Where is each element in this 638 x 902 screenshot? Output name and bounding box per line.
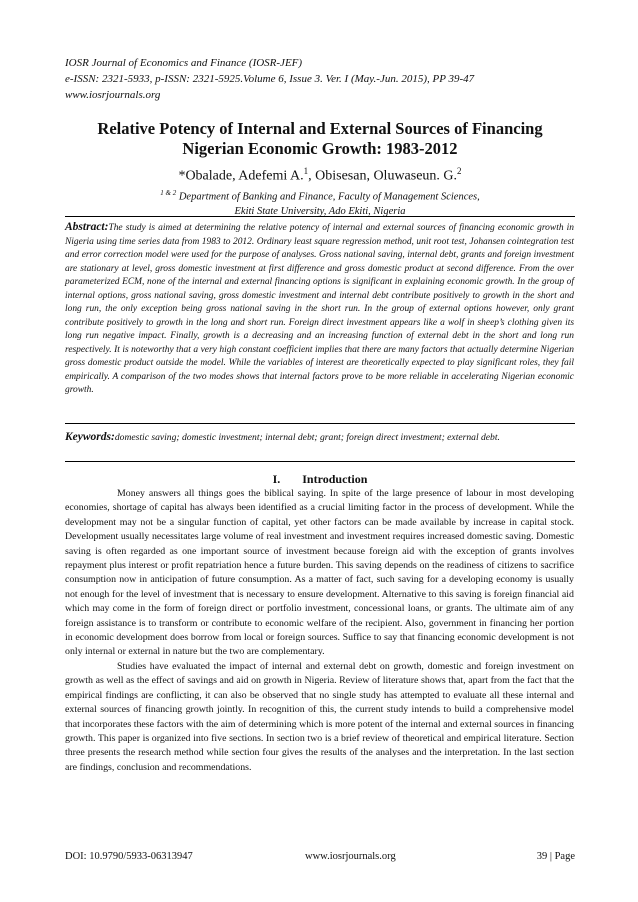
- paper-title: [60, 119, 580, 159]
- abstract-label: Abstract:: [65, 221, 109, 233]
- author-1-sup: 1: [303, 166, 309, 176]
- paragraph-2: Studies have evaluated the impact of internal and external debt on growth, domestic and foreign investment on growth as well as the effect of savings and aid on growth in Nigeria. Review of literature shows that, apart from the fact that the empirical findings are conflicting, it can also be observed that no single study has attempted to evaluate all these internal and external sources of financing growth jointly. In recognition of this, the current study intends to build a comprehensive model that incorporates these factors with the aim of determining which is more potent of the internal and external sources in financing growth. This paper is organized into five sections. In section two is a brief review of theoretical and empirical literature. Section three presents the research method while section four gives the results of the analyses and the interpretation. In the last section are findings, conclusion and recommendations.: [65, 660, 574, 773]
- title-line-1: Relative Potency of Internal and External Sources of Financing: [97, 119, 543, 138]
- divider-top: [65, 216, 575, 217]
- authors: [60, 162, 580, 186]
- divider-middle: [65, 423, 575, 424]
- page-footer: [65, 849, 575, 865]
- author-2-sup: 2: [457, 166, 462, 176]
- body-text: [65, 487, 574, 775]
- section-heading: [60, 471, 580, 487]
- divider-bottom: [65, 461, 575, 462]
- author-1: *Obalade, Adefemi A.: [178, 168, 304, 184]
- affiliation: [60, 186, 580, 219]
- journal-website[interactable]: www.iosrjournals.org: [65, 89, 161, 101]
- affiliation-line-2: Ekiti State University, Ado Ekiti, Nigeria: [234, 205, 406, 217]
- title-line-2: Nigerian Economic Growth: 1983-2012: [182, 139, 458, 158]
- abstract: [65, 221, 574, 398]
- author-2: Obisesan, Oluwaseun. G.: [315, 168, 458, 184]
- footer-doi: DOI: 10.9790/5933-06313947: [65, 851, 193, 862]
- paragraph-1: Money answers all things goes the biblical saying. In spite of the large presence of labour in most developing economies, shortage of capital has always been identified as a crucial limiting factor in the process of development. While the development may not be a singular function of capital, yet other factors can be made available by increase in capital stock. Development usually necessitates large volume of real investment and investment requires increased domestic saving. Domestic saving is often regarded as one important source of investment because foreign aid with the exception of grants involves repayment plus interest or profit repatriation hence a future burden. This saving depends on the readiness of citizens to sacrifice consumption now in anticipation of future consumption. As a matter of fact, such saving for a developing economy is usually not enough for the level of investment that is necessary to ensure development. Alternative to this saving is foreign financial aid which may come in the form of foreign direct or portfolio investment, concessional loans, or grants. The ultimate aim of any foreign assistance is to transform or contribute to economic welfare of the recipient. Also, government in financing her portion in economic development does borrow from local or foreign sources. Suffice to say that financing economic development is not only internal or external in nature but the two are complementary.: [65, 488, 574, 658]
- journal-header: [65, 55, 585, 103]
- affiliation-sup: 1 & 2: [160, 189, 177, 197]
- journal-name: IOSR Journal of Economics and Finance (IOSR-JEF): [65, 57, 303, 69]
- journal-issn: e-ISSN: 2321-5933, p-ISSN: 2321-5925.Volume 6, Issue 3. Ver. I (May.-Jun. 2015), PP 39-47: [65, 73, 475, 85]
- keywords-text: domestic saving; domestic investment; internal debt; grant; foreign direct investment; external debt.: [114, 432, 500, 443]
- keywords: [65, 431, 574, 445]
- affiliation-line-1: Department of Banking and Finance, Faculty of Management Sciences,: [176, 191, 480, 203]
- abstract-text: The study is aimed at determining the relative potency of internal and external sources of financing economic growth in Nigeria using time series data from 1983 to 2012. Ordinary least square regression method, unit root test, Johansen cointegration test and error correction model were used for the purpose of analyses. Gross national saving, internal debt, grants and foreign investment are stationary at level, gross domestic investment at first difference and gross domestic product at second difference. From the over parameterized ECM, none of the internal and external financing options is significant in explaining economic growth. In the group of internal options, gross national saving, gross domestic investment and internal debt contribute positively to growth in the short and long run, the only exception being gross national saving in the short run. In the group of external options however, only grant contribute positively to growth in the long and short run. Foreign direct investment appears like a wolf in sheep’s clothing given its long run negative impact. Finally, growth is a decreasing and an increasing function of external debt in the short and long run respectively. It is noteworthy that a very high constant coefficient implies that there are many factors that actually determine Nigerian gross domestic product outside the model. While the variables of interest are theoretically expected to play significant roles, they fail empirically. A comparison of the two modes shows that internal factors prove to be more reliable in accelerating Nigerian economic growth.: [65, 223, 574, 395]
- section-title: Introduction: [302, 472, 368, 486]
- keywords-label: Keywords:: [65, 431, 115, 443]
- footer-page-number: 39 | Page: [536, 851, 575, 862]
- section-number: I.: [272, 472, 281, 486]
- footer-website[interactable]: www.iosrjournals.org: [305, 851, 396, 862]
- author-separator: ,: [308, 168, 316, 184]
